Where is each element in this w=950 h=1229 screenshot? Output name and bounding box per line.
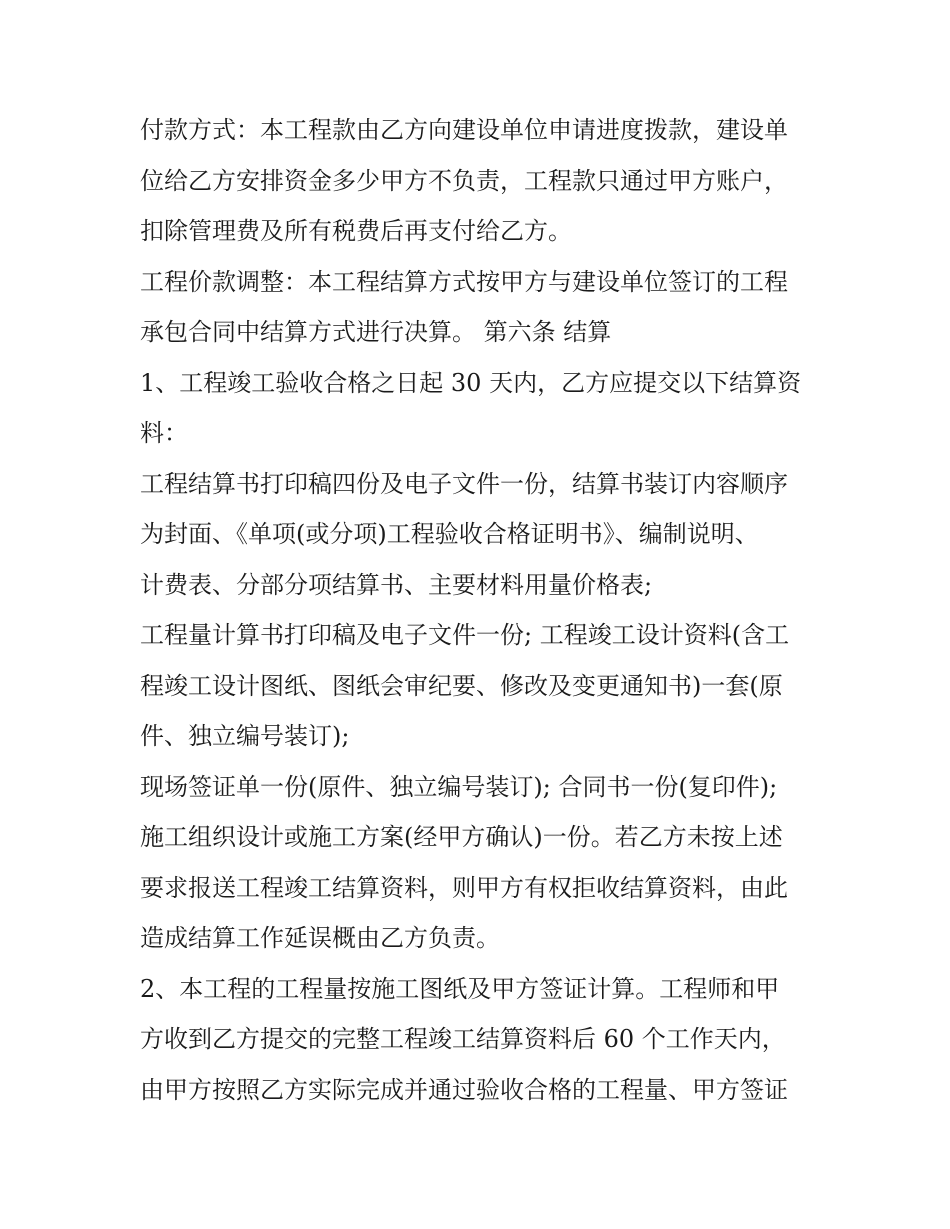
- text-line: 工程量计算书打印稿及电子文件一份; 工程竣工设计资料(含工: [140, 621, 790, 649]
- text-line: 位给乙方安排资金多少甲方不负责，工程款只通过甲方账户，: [140, 167, 788, 195]
- text-line: 施工组织设计或施工方案(经甲方确认)一份。若乙方未按上述: [140, 823, 783, 851]
- text-line: 料：: [140, 419, 188, 447]
- text-line: 现场签证单一份(原件、独立编号装订); 合同书一份(复印件);: [140, 773, 778, 801]
- text-line: 1、工程竣工验收合格之日起 30 天内，乙方应提交以下结算资: [140, 369, 802, 397]
- text-line: 扣除管理费及所有税费后再支付给乙方。: [140, 217, 572, 245]
- text-line: 工程结算书打印稿四份及电子文件一份，结算书装订内容顺序: [140, 470, 788, 498]
- text-line: 为封面、《单项(或分项)工程验收合格证明书》、编制说明、: [140, 520, 759, 548]
- text-line: 方收到乙方提交的完整工程竣工结算资料后 60 个工作天内，: [140, 1025, 786, 1053]
- text-line: 由甲方按照乙方实际完成并通过验收合格的工程量、甲方签证: [140, 1076, 788, 1104]
- text-line: 2、本工程的工程量按施工图纸及甲方签证计算。工程师和甲: [140, 975, 780, 1003]
- text-line: 工程价款调整：本工程结算方式按甲方与建设单位签订的工程: [140, 268, 788, 296]
- text-line: 程竣工设计图纸、图纸会审纪要、修改及变更通知书)一套(原: [140, 672, 783, 700]
- text-line: 承包合同中结算方式进行决算。 第六条 结算: [140, 318, 612, 346]
- text-line: 件、独立编号装订);: [140, 722, 350, 750]
- text-line: 计费表、分部分项结算书、主要材料用量价格表;: [140, 571, 653, 599]
- text-line: 付款方式：本工程款由乙方向建设单位申请进度拨款，建设单: [140, 116, 788, 144]
- text-line: 要求报送工程竣工结算资料，则甲方有权拒收结算资料，由此: [140, 874, 788, 902]
- text-line: 造成结算工作延误概由乙方负责。: [140, 924, 500, 952]
